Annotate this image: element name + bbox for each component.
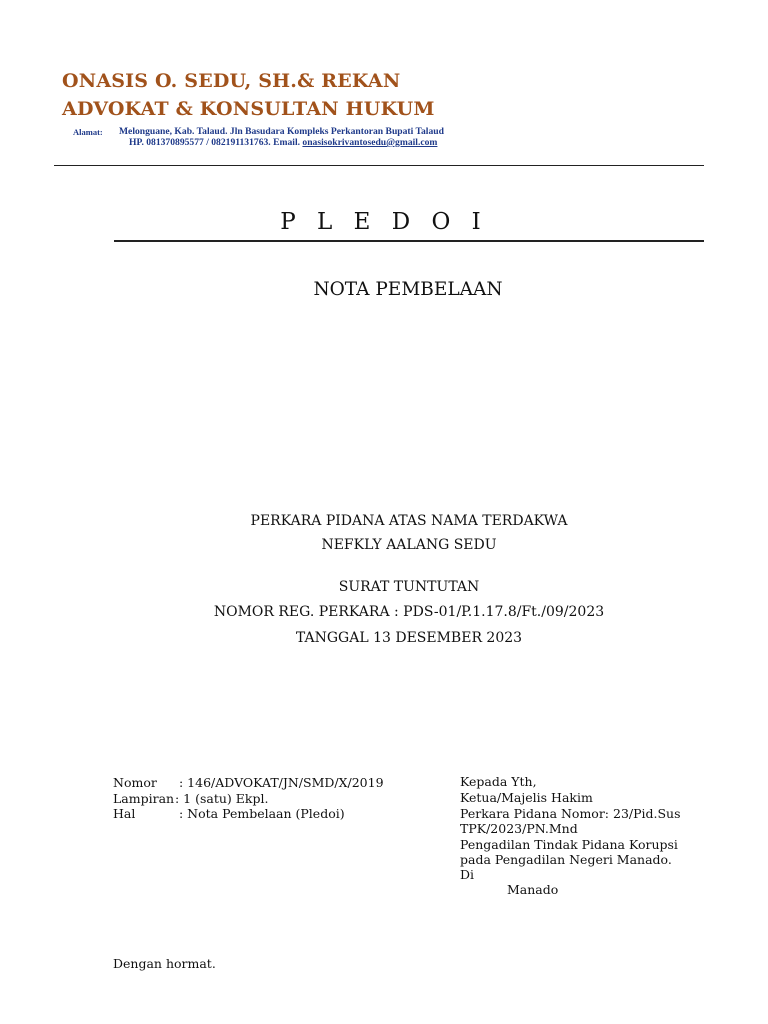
document-subtitle: NOTA PEMBELAAN [313,279,503,300]
title-underline [114,240,704,242]
firm-role: ADVOKAT & KONSULTAN HUKUM [62,98,435,120]
lampiran-label: Lampiran [113,791,175,806]
recipient-line-2: Ketua/Majelis Hakim [460,790,593,805]
document-title: P L E D O I [280,209,488,235]
recipient-line-6: pada Pengadilan Negeri Manado. [460,852,672,867]
hal-value: : Nota Pembelaan (Pledoi) [179,806,345,821]
nomor-label: Nomor [113,775,157,790]
case-line-2: NEFKLY AALANG SEDU [321,537,497,553]
email-link[interactable]: onasisokrivantosedu@gmail.com [302,137,438,148]
address-text: Melonguane, Kab. Talaud. Jln Basudara Kompleks Perkantoran Bupati Talaud [119,126,444,137]
recipient-line-5: Pengadilan Tindak Pidana Korupsi [460,837,678,852]
contact-text: HP. 081370895577 / 082191131763. Email. [129,137,301,148]
contact-line [129,137,437,148]
greeting: Dengan hormat. [113,956,216,971]
case-line-1: PERKARA PIDANA ATAS NAMA TERDAKWA [250,513,568,529]
address-label: Alamat: [73,127,103,137]
hal-label: Hal [113,806,136,821]
case-line-4: NOMOR REG. PERKARA : PDS-01/P.1.17.8/Ft./09/2023 [213,604,605,620]
nomor-value: : 146/ADVOKAT/JN/SMD/X/2019 [179,775,384,790]
header-divider [54,165,704,166]
recipient-line-1: Kepada Yth, [460,774,537,789]
recipient-line-8: Manado [507,882,559,897]
recipient-line-4: TPK/2023/PN.Mnd [460,821,578,836]
lampiran-value: : 1 (satu) Ekpl. [175,791,269,806]
case-line-5: TANGGAL 13 DESEMBER 2023 [295,630,523,646]
firm-name: ONASIS O. SEDU, SH.& REKAN [62,70,401,92]
case-line-3: SURAT TUNTUTAN [338,579,480,595]
recipient-line-3: Perkara Pidana Nomor: 23/Pid.Sus [460,806,681,821]
recipient-line-7: Di [460,867,475,882]
